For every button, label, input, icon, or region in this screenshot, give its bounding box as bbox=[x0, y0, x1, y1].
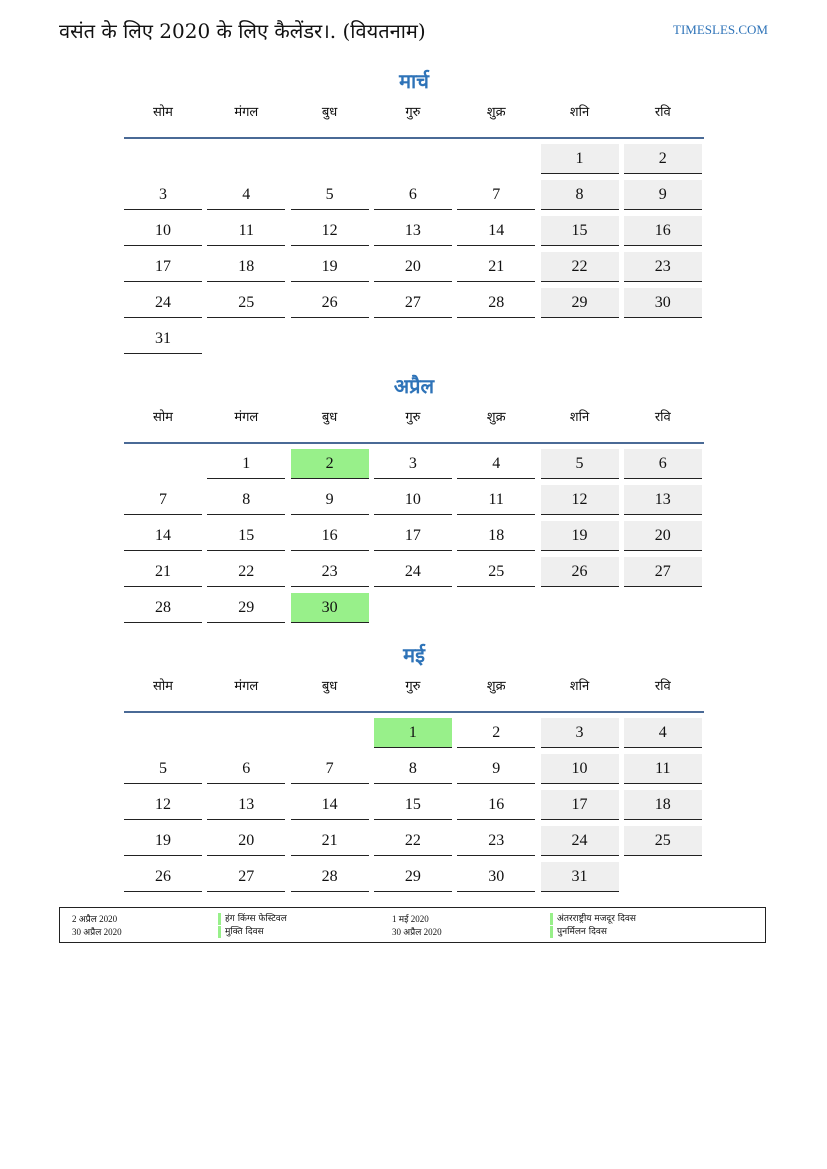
calendar-day: 6 bbox=[624, 449, 702, 479]
calendar-day: 17 bbox=[374, 521, 452, 551]
weekday-header-row bbox=[124, 677, 704, 713]
weekday-label: रवि bbox=[654, 410, 671, 425]
calendar-day: 7 bbox=[124, 485, 202, 515]
calendar-day: 15 bbox=[541, 216, 619, 246]
calendar-day: 19 bbox=[124, 826, 202, 856]
calendar-day: 17 bbox=[541, 790, 619, 820]
calendar-day: 30 bbox=[624, 288, 702, 318]
calendar-day: 29 bbox=[374, 862, 452, 892]
calendar-day: 28 bbox=[124, 593, 202, 623]
weekday-label: रवि bbox=[654, 105, 671, 120]
calendar-day: 20 bbox=[374, 252, 452, 282]
weekday-label: सोम bbox=[153, 105, 173, 120]
calendar-day: 12 bbox=[291, 216, 369, 246]
calendar-day: 14 bbox=[124, 521, 202, 551]
calendar-day: 27 bbox=[207, 862, 285, 892]
weekday-label: शुक्र bbox=[486, 105, 506, 120]
calendar-day: 10 bbox=[124, 216, 202, 246]
weekday-label: गुरु bbox=[405, 410, 421, 425]
calendar-day: 23 bbox=[457, 826, 535, 856]
calendar-day: 8 bbox=[541, 180, 619, 210]
calendar-day: 28 bbox=[457, 288, 535, 318]
weekday-header-row bbox=[124, 408, 704, 444]
calendar-day: 25 bbox=[624, 826, 702, 856]
calendar-day: 11 bbox=[207, 216, 285, 246]
calendar-day: 25 bbox=[207, 288, 285, 318]
weekday-label: शुक्र bbox=[486, 410, 506, 425]
calendar-day: 4 bbox=[457, 449, 535, 479]
calendar-day: 11 bbox=[457, 485, 535, 515]
weekday-label: मंगल bbox=[234, 679, 259, 694]
calendar-day: 10 bbox=[541, 754, 619, 784]
calendar-day: 15 bbox=[207, 521, 285, 551]
calendar-day: 4 bbox=[624, 718, 702, 748]
weekday-label: मंगल bbox=[234, 105, 259, 120]
calendar-day: 2 bbox=[624, 144, 702, 174]
calendar-day: 19 bbox=[291, 252, 369, 282]
calendar-day: 1 bbox=[207, 449, 285, 479]
calendar-day: 23 bbox=[624, 252, 702, 282]
calendar-day: 22 bbox=[374, 826, 452, 856]
calendar-day: 1 bbox=[374, 718, 452, 748]
site-link[interactable]: TIMESLES.COM bbox=[673, 22, 768, 37]
legend-holiday: मुक्ति दिवस bbox=[218, 926, 264, 938]
calendar-day: 31 bbox=[541, 862, 619, 892]
weekday-label: शनि bbox=[569, 410, 590, 425]
calendar-day: 26 bbox=[291, 288, 369, 318]
calendar-day: 16 bbox=[624, 216, 702, 246]
calendar-day: 3 bbox=[541, 718, 619, 748]
legend-holiday: पुनर्मिलन दिवस bbox=[550, 926, 607, 938]
calendar-day: 30 bbox=[457, 862, 535, 892]
legend-holiday: हंग किंग्स फेस्टिवल bbox=[218, 913, 287, 925]
weekday-header-row bbox=[124, 103, 704, 139]
calendar-day: 13 bbox=[207, 790, 285, 820]
calendar-day: 16 bbox=[291, 521, 369, 551]
calendar-day: 9 bbox=[624, 180, 702, 210]
calendar-day: 4 bbox=[207, 180, 285, 210]
weekday-label: रवि bbox=[654, 679, 671, 694]
calendar-day: 21 bbox=[457, 252, 535, 282]
calendar-day: 5 bbox=[541, 449, 619, 479]
calendar-day: 9 bbox=[457, 754, 535, 784]
month-title: मई bbox=[403, 643, 425, 667]
calendar-day: 27 bbox=[624, 557, 702, 587]
calendar-day: 24 bbox=[541, 826, 619, 856]
calendar-day: 25 bbox=[457, 557, 535, 587]
calendar-day: 2 bbox=[291, 449, 369, 479]
calendar-day: 14 bbox=[457, 216, 535, 246]
calendar-day: 20 bbox=[624, 521, 702, 551]
calendar-day: 24 bbox=[124, 288, 202, 318]
calendar-day: 13 bbox=[374, 216, 452, 246]
calendar-day: 16 bbox=[457, 790, 535, 820]
calendar-day: 10 bbox=[374, 485, 452, 515]
legend-holiday: अंतरराष्ट्रीय मजदूर दिवस bbox=[550, 913, 636, 925]
calendar-day: 22 bbox=[207, 557, 285, 587]
calendar-day: 2 bbox=[457, 718, 535, 748]
calendar-day: 5 bbox=[124, 754, 202, 784]
calendar-day: 8 bbox=[374, 754, 452, 784]
weekday-label: बुध bbox=[321, 410, 338, 425]
calendar-day: 12 bbox=[541, 485, 619, 515]
month-title: मार्च bbox=[399, 69, 429, 93]
calendar-day: 7 bbox=[457, 180, 535, 210]
calendar-day: 26 bbox=[541, 557, 619, 587]
weekday-label: बुध bbox=[321, 105, 338, 120]
calendar-day: 14 bbox=[291, 790, 369, 820]
legend-date: 30 अप्रैल 2020 bbox=[392, 927, 442, 937]
calendar-day: 28 bbox=[291, 862, 369, 892]
calendar-day: 29 bbox=[541, 288, 619, 318]
weekday-label: सोम bbox=[153, 679, 173, 694]
weekday-label: शनि bbox=[569, 679, 590, 694]
calendar-day: 13 bbox=[624, 485, 702, 515]
weekday-label: बुध bbox=[321, 679, 338, 694]
calendar-day: 29 bbox=[207, 593, 285, 623]
calendar-day: 21 bbox=[124, 557, 202, 587]
calendar-day: 12 bbox=[124, 790, 202, 820]
calendar-day: 22 bbox=[541, 252, 619, 282]
holiday-legend bbox=[59, 907, 766, 943]
page-title: वसंत के लिए 2020 के लिए कैलेंडर।. (वियतनाम) bbox=[59, 19, 426, 43]
legend-date: 30 अप्रैल 2020 bbox=[72, 927, 122, 937]
weekday-label: सोम bbox=[153, 410, 173, 425]
weekday-label: शुक्र bbox=[486, 679, 506, 694]
calendar-day: 26 bbox=[124, 862, 202, 892]
calendar-day: 15 bbox=[374, 790, 452, 820]
calendar-day: 6 bbox=[207, 754, 285, 784]
weekday-label: मंगल bbox=[234, 410, 259, 425]
calendar-day: 7 bbox=[291, 754, 369, 784]
calendar-day: 31 bbox=[124, 324, 202, 354]
weekday-label: गुरु bbox=[405, 679, 421, 694]
calendar-day: 6 bbox=[374, 180, 452, 210]
legend-date: 1 मई 2020 bbox=[392, 914, 429, 924]
calendar-day: 5 bbox=[291, 180, 369, 210]
calendar-day: 30 bbox=[291, 593, 369, 623]
calendar-day: 21 bbox=[291, 826, 369, 856]
calendar-day: 18 bbox=[207, 252, 285, 282]
calendar-day: 24 bbox=[374, 557, 452, 587]
calendar-day: 27 bbox=[374, 288, 452, 318]
calendar-day: 23 bbox=[291, 557, 369, 587]
calendar-day: 17 bbox=[124, 252, 202, 282]
calendar-day: 18 bbox=[624, 790, 702, 820]
calendar-day: 19 bbox=[541, 521, 619, 551]
calendar-day: 9 bbox=[291, 485, 369, 515]
calendar-day: 11 bbox=[624, 754, 702, 784]
calendar-day: 3 bbox=[374, 449, 452, 479]
calendar-day: 8 bbox=[207, 485, 285, 515]
calendar-day: 1 bbox=[541, 144, 619, 174]
weekday-label: शनि bbox=[569, 105, 590, 120]
calendar-day: 20 bbox=[207, 826, 285, 856]
weekday-label: गुरु bbox=[405, 105, 421, 120]
calendar-day: 3 bbox=[124, 180, 202, 210]
calendar-day: 18 bbox=[457, 521, 535, 551]
month-title: अप्रैल bbox=[393, 374, 435, 398]
legend-date: 2 अप्रैल 2020 bbox=[72, 914, 118, 924]
